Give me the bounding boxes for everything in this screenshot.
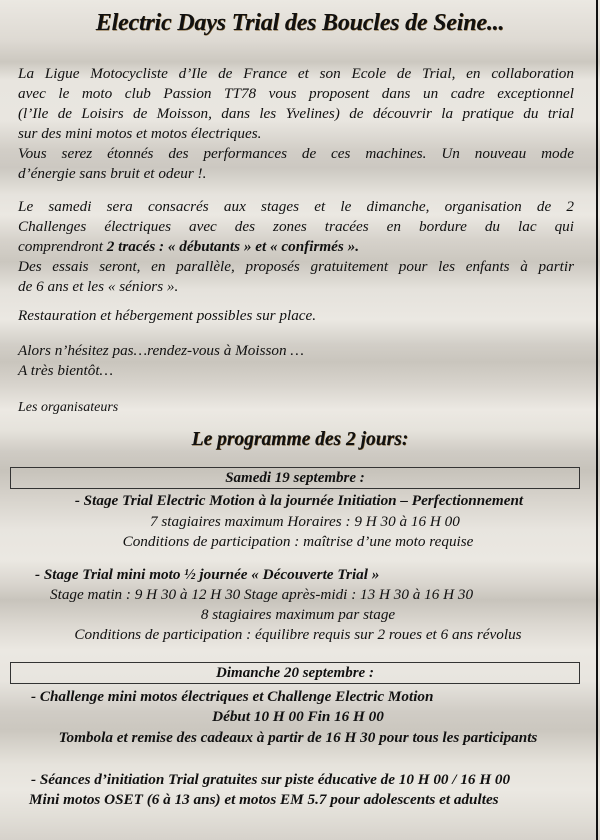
program-item-title: - Séances d’initiation Trial gratuites sur piste éducative de 10 H 00 / 16 H 00 <box>31 771 511 788</box>
intro-line <box>18 237 574 257</box>
intro-line: de 6 ans et les « séniors ». <box>18 278 179 295</box>
program-item-title: - Stage Trial mini moto ½ journée « Découverte Trial » <box>35 566 380 583</box>
day-header-sunday: Dimanche 20 septembre : <box>10 662 580 684</box>
intro-paragraph-2 <box>18 197 574 297</box>
intro-line: Challenges électriques avec des zones tracées en bordure du lac qui <box>18 218 574 235</box>
intro-line: Vous serez étonnés des performances de ces machines. Un nouveau mode <box>18 145 574 162</box>
program-item-title: - Challenge mini motos électriques et Challenge Electric Motion <box>31 688 434 705</box>
intro-line: avec le moto club Passion TT78 vous proposent dans un cadre exceptionnel <box>18 85 574 102</box>
intro-line: (l’Ile de Loisirs de Moisson, dans les Yvelines) de découvrir la pratique du trial <box>18 105 574 122</box>
program-item-detail: Conditions de participation : équilibre requis sur 2 roues et 6 ans révolus <box>74 626 522 643</box>
page-title: Electric Days Trial des Boucles de Seine... <box>95 10 505 36</box>
signature: Les organisateurs <box>18 400 119 415</box>
intro-line: A très bientôt… <box>18 362 114 379</box>
intro-text: comprendront <box>18 238 107 255</box>
program-item-detail: Tombola et remise des cadeaux à partir de 16 H 30 pour tous les participants <box>58 729 538 746</box>
program-item-detail: 8 stagiaires maximum par stage <box>200 606 396 623</box>
tracks-emphasis: 2 tracés : « débutants » et « confirmés ». <box>106 238 360 255</box>
program-title: Le programme des 2 jours: <box>191 429 409 450</box>
intro-line: d’énergie sans bruit et odeur !. <box>18 165 207 182</box>
program-item-title: - Stage Trial Electric Motion à la journée Initiation – Perfectionnement <box>74 492 524 509</box>
day-header-saturday: Samedi 19 septembre : <box>10 467 580 489</box>
program-item-detail: Conditions de participation : maîtrise d’une moto requise <box>122 533 474 550</box>
page-edge-border <box>596 0 598 840</box>
intro-line: Le samedi sera consacrés aux stages et le dimanche, organisation de 2 <box>18 198 574 215</box>
program-item-detail: Mini motos OSET (6 à 13 ans) et motos EM 5.7 pour adolescents et adultes <box>29 791 499 808</box>
intro-line: Restauration et hébergement possibles sur place. <box>18 307 317 324</box>
intro-line: Des essais seront, en parallèle, proposés gratuitement pour les enfants à partir <box>18 258 574 275</box>
intro-line: Alors n’hésitez pas…rendez-vous à Moisson … <box>18 342 304 359</box>
intro-line: La Ligue Motocycliste d’Ile de France et son Ecole de Trial, en collaboration <box>18 65 574 82</box>
intro-paragraph-4 <box>18 341 574 381</box>
program-item-detail: 7 stagiaires maximum Horaires : 9 H 30 à 16 H 00 <box>150 513 460 530</box>
intro-paragraph-1 <box>18 64 574 184</box>
program-item-detail: Stage matin : 9 H 30 à 12 H 30 Stage après-midi : 13 H 30 à 16 H 30 <box>50 586 474 603</box>
intro-line: sur des mini motos et motos électriques. <box>18 125 262 142</box>
intro-paragraph-3 <box>18 306 574 326</box>
program-item-detail: Début 10 H 00 Fin 16 H 00 <box>212 708 384 725</box>
